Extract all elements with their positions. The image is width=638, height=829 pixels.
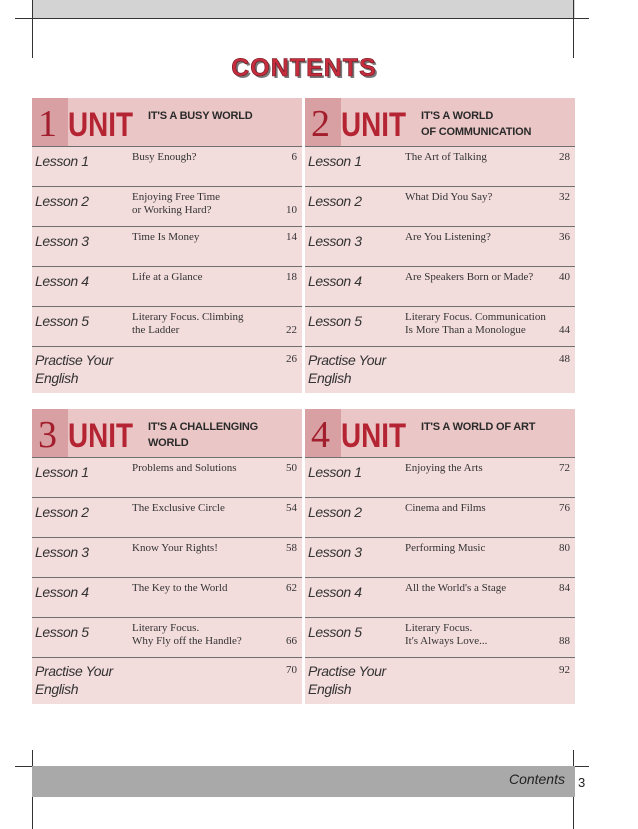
lesson-row[interactable] [32,186,302,226]
lesson-page: 84 [559,582,570,594]
lesson-page: 10 [286,204,297,216]
lesson-page: 22 [286,324,297,336]
lesson-label: Lesson 4 [35,584,89,600]
lesson-page: 88 [559,635,570,647]
lesson-page: 58 [286,542,297,554]
lesson-row[interactable] [305,497,575,537]
unit-block-1 [32,98,302,393]
lesson-title: The Exclusive Circle [132,502,225,514]
lesson-title: Literary Focus. Communication Is More Than a Monologue [405,311,546,336]
lesson-page: 72 [559,462,570,474]
unit-number-box [32,98,68,146]
unit-subtitle: IT'S A WORLD OF ART [421,421,536,433]
page-title: CONTENTS [231,54,377,82]
lesson-page: 62 [286,582,297,594]
lesson-row[interactable] [32,497,302,537]
lesson-page: 92 [559,664,570,676]
page-number: 3 [578,775,586,790]
lesson-title: Problems and Solutions [132,462,237,474]
lesson-page: 44 [559,324,570,336]
practise-row[interactable] [32,657,302,704]
lesson-page: 76 [559,502,570,514]
lesson-row[interactable] [305,146,575,186]
unit-number: 3 [38,414,57,456]
lesson-title: Busy Enough? [132,151,197,163]
lesson-label: Lesson 4 [308,273,362,289]
unit-word: UNIT [341,417,407,455]
practise-row[interactable] [305,346,575,393]
lesson-row[interactable] [305,577,575,617]
unit-subtitle: IT'S A CHALLENGING WORLD [148,421,259,449]
lesson-label: Lesson 1 [35,153,89,169]
lesson-page: 50 [286,462,297,474]
lesson-row[interactable] [32,577,302,617]
lesson-row[interactable] [32,457,302,497]
lesson-label: Lesson 3 [35,233,89,249]
unit-subtitle: IT'S A BUSY WORLD [148,110,253,122]
lesson-label: Lesson 2 [308,504,362,520]
lesson-title: Literary Focus. Climbing the Ladder [132,311,244,336]
lesson-title: Enjoying the Arts [405,462,483,474]
lesson-label: Lesson 2 [308,193,362,209]
lesson-row[interactable] [305,457,575,497]
lesson-page: 40 [559,271,570,283]
lesson-label: Lesson 3 [308,233,362,249]
lesson-title: Literary Focus. It's Always Love... [405,622,488,647]
lesson-page: 28 [559,151,570,163]
unit-block-3 [32,409,302,704]
unit-number-box [32,409,68,457]
unit-block-4 [305,409,575,704]
lesson-row[interactable] [32,617,302,657]
lesson-label: Lesson 2 [35,504,89,520]
top-band [32,0,575,18]
unit-number-box [305,98,341,146]
unit-word: UNIT [341,106,407,144]
lesson-title: All the World's a Stage [405,582,507,594]
lesson-label: Lesson 5 [308,624,362,640]
lesson-row[interactable] [305,537,575,577]
lesson-label: Lesson 1 [308,153,362,169]
lesson-label: Lesson 5 [308,313,362,329]
unit-header [32,98,302,146]
lesson-title: Are Speakers Born or Made? [405,271,534,283]
lesson-title: Time Is Money [132,231,200,243]
lesson-title: Performing Music [405,542,486,554]
lesson-label: Lesson 3 [308,544,362,560]
unit-number: 2 [311,103,330,145]
unit-number: 4 [311,414,330,456]
lesson-page: 48 [559,353,570,365]
lesson-title: Literary Focus. Why Fly off the Handle? [132,622,242,647]
lesson-row[interactable] [32,146,302,186]
lesson-label: Lesson 1 [308,464,362,480]
lesson-row[interactable] [305,226,575,266]
lesson-label: Lesson 5 [35,624,89,640]
crop-mark [573,0,574,58]
lesson-title: Are You Listening? [405,231,491,243]
lesson-row[interactable] [305,266,575,306]
unit-block-2 [305,98,575,393]
unit-word: UNIT [68,417,134,455]
lesson-page: 66 [286,635,297,647]
lesson-label: Lesson 4 [35,273,89,289]
lesson-page: 36 [559,231,570,243]
crop-mark [15,18,589,19]
lesson-page: 18 [286,271,297,283]
lesson-title: What Did You Say? [405,191,493,203]
unit-word: UNIT [68,106,134,144]
lesson-row[interactable] [305,306,575,346]
practise-label: Practise Your English [308,663,386,697]
lesson-row[interactable] [305,186,575,226]
lesson-row[interactable] [32,266,302,306]
lesson-page: 14 [286,231,297,243]
lesson-row[interactable] [32,226,302,266]
lesson-row[interactable] [32,537,302,577]
lesson-page: 80 [559,542,570,554]
unit-header [305,98,575,146]
lesson-page: 26 [286,353,297,365]
lesson-label: Lesson 3 [35,544,89,560]
unit-subtitle: IT'S A WORLD OF COMMUNICATION [421,110,532,138]
lesson-page: 54 [286,502,297,514]
footer-band [32,766,575,797]
lesson-page: 6 [291,151,297,163]
lesson-title: Know Your Rights! [132,542,218,554]
lesson-page: 70 [286,664,297,676]
unit-header [305,409,575,457]
lesson-title: Life at a Glance [132,271,203,283]
practise-label: Practise Your English [35,663,113,697]
practise-row[interactable] [305,657,575,704]
lesson-title: Cinema and Films [405,502,486,514]
footer-label: Contents [508,771,565,787]
lesson-label: Lesson 4 [308,584,362,600]
unit-number-box [305,409,341,457]
lesson-row[interactable] [32,306,302,346]
lesson-label: Lesson 2 [35,193,89,209]
lesson-label: Lesson 5 [35,313,89,329]
lesson-title: Enjoying Free Time or Working Hard? [132,191,221,216]
lesson-label: Lesson 1 [35,464,89,480]
lesson-page: 32 [559,191,570,203]
practise-label: Practise Your English [35,352,113,386]
practise-label: Practise Your English [308,352,386,386]
unit-number: 1 [38,103,57,145]
unit-header [32,409,302,457]
lesson-title: The Key to the World [132,582,228,594]
practise-row[interactable] [32,346,302,393]
lesson-row[interactable] [305,617,575,657]
lesson-title: The Art of Talking [405,151,487,163]
crop-mark [32,0,33,58]
